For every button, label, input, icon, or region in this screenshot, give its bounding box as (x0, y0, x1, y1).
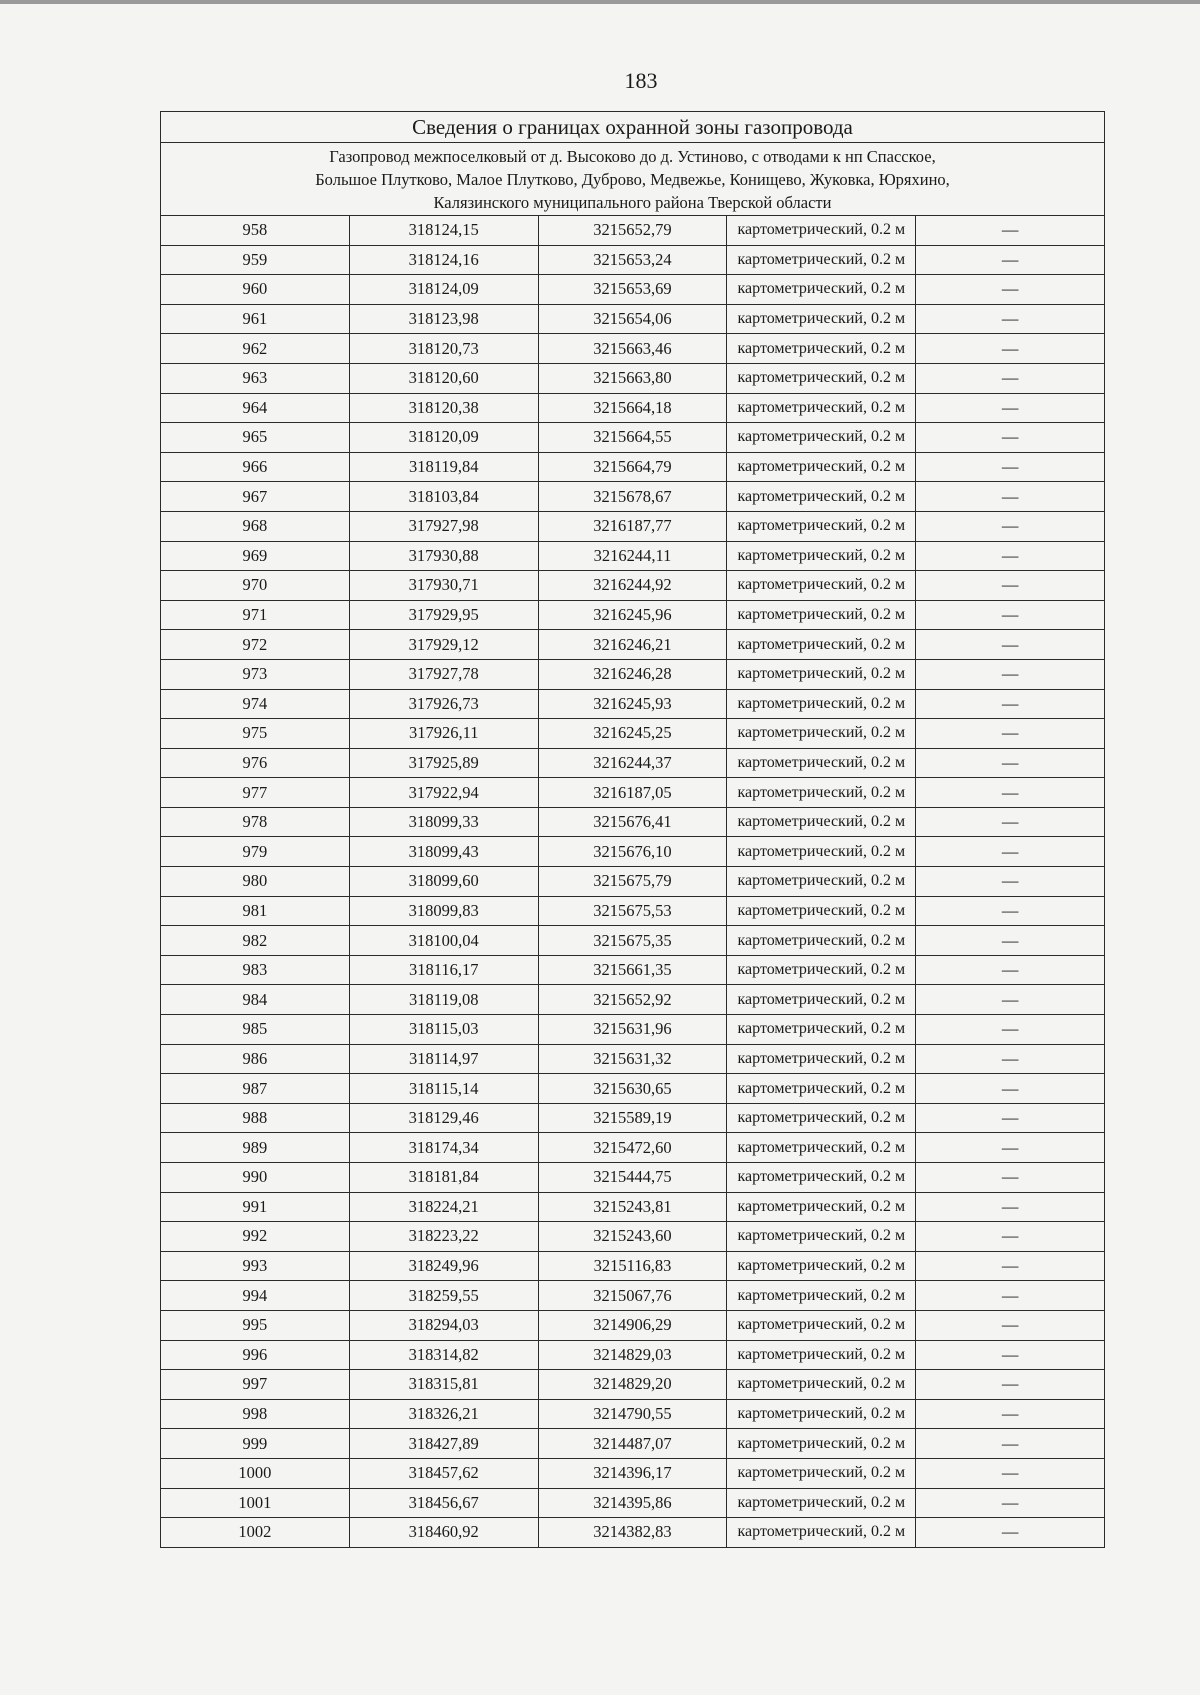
table-row (161, 600, 1105, 630)
note-cell: — (916, 482, 1105, 512)
note-cell: — (916, 955, 1105, 985)
note-cell: — (916, 393, 1105, 423)
point-number-cell: 986 (161, 1044, 350, 1074)
y-coordinate-cell: 3214906,29 (538, 1310, 727, 1340)
y-coordinate-cell: 3215652,79 (538, 216, 727, 246)
table-row (161, 778, 1105, 808)
y-coordinate-cell: 3216245,93 (538, 689, 727, 719)
note-cell: — (916, 1488, 1105, 1518)
x-coordinate-cell: 318294,03 (349, 1310, 538, 1340)
table-row (161, 1074, 1105, 1104)
table-row (161, 896, 1105, 926)
y-coordinate-cell: 3215630,65 (538, 1074, 727, 1104)
table-row (161, 511, 1105, 541)
point-number-cell: 976 (161, 748, 350, 778)
note-cell: — (916, 334, 1105, 364)
note-cell: — (916, 1251, 1105, 1281)
note-cell: — (916, 630, 1105, 660)
point-number-cell: 996 (161, 1340, 350, 1370)
note-cell: — (916, 748, 1105, 778)
y-coordinate-cell: 3215653,69 (538, 275, 727, 305)
y-coordinate-cell: 3216245,96 (538, 600, 727, 630)
note-cell: — (916, 541, 1105, 571)
x-coordinate-cell: 317922,94 (349, 778, 538, 808)
table-row (161, 1429, 1105, 1459)
table-title: Сведения о границах охранной зоны газопровода (161, 112, 1105, 143)
table-row (161, 1222, 1105, 1252)
table-row (161, 1488, 1105, 1518)
method-cell: картометрический, 0.2 м (727, 423, 916, 453)
x-coordinate-cell: 318326,21 (349, 1399, 538, 1429)
point-number-cell: 971 (161, 600, 350, 630)
table-row (161, 807, 1105, 837)
x-coordinate-cell: 317929,12 (349, 630, 538, 660)
table-row (161, 985, 1105, 1015)
note-cell: — (916, 1370, 1105, 1400)
y-coordinate-cell: 3216244,11 (538, 541, 727, 571)
x-coordinate-cell: 317927,78 (349, 659, 538, 689)
y-coordinate-cell: 3214395,86 (538, 1488, 727, 1518)
y-coordinate-cell: 3215661,35 (538, 955, 727, 985)
y-coordinate-cell: 3215664,55 (538, 423, 727, 453)
table-row (161, 1044, 1105, 1074)
note-cell: — (916, 778, 1105, 808)
method-cell: картометрический, 0.2 м (727, 955, 916, 985)
table-row (161, 571, 1105, 601)
point-number-cell: 991 (161, 1192, 350, 1222)
method-cell: картометрический, 0.2 м (727, 985, 916, 1015)
note-cell: — (916, 275, 1105, 305)
note-cell: — (916, 1133, 1105, 1163)
point-number-cell: 994 (161, 1281, 350, 1311)
y-coordinate-cell: 3216187,77 (538, 511, 727, 541)
subtitle-line: Большое Плутково, Малое Плутково, Дуброво, Медвежье, Конищево, Жуковка, Юряхино, (315, 169, 950, 189)
y-coordinate-cell: 3214396,17 (538, 1458, 727, 1488)
note-cell: — (916, 1458, 1105, 1488)
method-cell: картометрический, 0.2 м (727, 1044, 916, 1074)
method-cell: картометрический, 0.2 м (727, 1399, 916, 1429)
note-cell: — (916, 837, 1105, 867)
x-coordinate-cell: 318120,09 (349, 423, 538, 453)
note-cell: — (916, 1044, 1105, 1074)
y-coordinate-cell: 3216187,05 (538, 778, 727, 808)
y-coordinate-cell: 3215663,46 (538, 334, 727, 364)
table-row (161, 1340, 1105, 1370)
x-coordinate-cell: 318224,21 (349, 1192, 538, 1222)
method-cell: картометрический, 0.2 м (727, 1429, 916, 1459)
table-row (161, 423, 1105, 453)
method-cell: картометрический, 0.2 м (727, 1074, 916, 1104)
table-subtitle-row (161, 143, 1105, 216)
table-row (161, 363, 1105, 393)
table-row (161, 955, 1105, 985)
point-number-cell: 985 (161, 1015, 350, 1045)
point-number-cell: 993 (161, 1251, 350, 1281)
point-number-cell: 973 (161, 659, 350, 689)
note-cell: — (916, 1399, 1105, 1429)
point-number-cell: 997 (161, 1370, 350, 1400)
y-coordinate-cell: 3216246,28 (538, 659, 727, 689)
method-cell: картометрический, 0.2 м (727, 1518, 916, 1548)
table-row (161, 926, 1105, 956)
table-subtitle (161, 143, 1105, 216)
y-coordinate-cell: 3214829,20 (538, 1370, 727, 1400)
table-row (161, 1192, 1105, 1222)
method-cell: картометрический, 0.2 м (727, 926, 916, 956)
point-number-cell: 982 (161, 926, 350, 956)
point-number-cell: 984 (161, 985, 350, 1015)
table-row (161, 1310, 1105, 1340)
y-coordinate-cell: 3215589,19 (538, 1103, 727, 1133)
table-row (161, 689, 1105, 719)
method-cell: картометрический, 0.2 м (727, 1103, 916, 1133)
table-row (161, 630, 1105, 660)
note-cell: — (916, 719, 1105, 749)
x-coordinate-cell: 318115,14 (349, 1074, 538, 1104)
table-row (161, 748, 1105, 778)
table-row (161, 1251, 1105, 1281)
table-row (161, 304, 1105, 334)
x-coordinate-cell: 318314,82 (349, 1340, 538, 1370)
note-cell: — (916, 659, 1105, 689)
y-coordinate-cell: 3214790,55 (538, 1399, 727, 1429)
x-coordinate-cell: 317930,71 (349, 571, 538, 601)
x-coordinate-cell: 318099,33 (349, 807, 538, 837)
table-row (161, 1015, 1105, 1045)
point-number-cell: 988 (161, 1103, 350, 1133)
method-cell: картометрический, 0.2 м (727, 541, 916, 571)
x-coordinate-cell: 318116,17 (349, 955, 538, 985)
boundary-coordinates-table (160, 111, 1105, 1548)
x-coordinate-cell: 318249,96 (349, 1251, 538, 1281)
point-number-cell: 1000 (161, 1458, 350, 1488)
x-coordinate-cell: 318119,08 (349, 985, 538, 1015)
y-coordinate-cell: 3215675,53 (538, 896, 727, 926)
table-row (161, 245, 1105, 275)
method-cell: картометрический, 0.2 м (727, 511, 916, 541)
x-coordinate-cell: 318181,84 (349, 1163, 538, 1193)
x-coordinate-cell: 317926,73 (349, 689, 538, 719)
point-number-cell: 999 (161, 1429, 350, 1459)
x-coordinate-cell: 318259,55 (349, 1281, 538, 1311)
point-number-cell: 974 (161, 689, 350, 719)
note-cell: — (916, 1074, 1105, 1104)
table-row (161, 837, 1105, 867)
page-number: 183 (624, 68, 658, 93)
method-cell: картометрический, 0.2 м (727, 778, 916, 808)
x-coordinate-cell: 318099,83 (349, 896, 538, 926)
x-coordinate-cell: 318124,15 (349, 216, 538, 246)
y-coordinate-cell: 3215472,60 (538, 1133, 727, 1163)
note-cell: — (916, 985, 1105, 1015)
table-row (161, 1133, 1105, 1163)
y-coordinate-cell: 3215652,92 (538, 985, 727, 1015)
note-cell: — (916, 1340, 1105, 1370)
point-number-cell: 962 (161, 334, 350, 364)
y-coordinate-cell: 3216244,92 (538, 571, 727, 601)
note-cell: — (916, 304, 1105, 334)
x-coordinate-cell: 318120,38 (349, 393, 538, 423)
x-coordinate-cell: 317925,89 (349, 748, 538, 778)
method-cell: картометрический, 0.2 м (727, 482, 916, 512)
x-coordinate-cell: 317929,95 (349, 600, 538, 630)
y-coordinate-cell: 3215243,60 (538, 1222, 727, 1252)
y-coordinate-cell: 3215675,79 (538, 867, 727, 897)
x-coordinate-cell: 318099,60 (349, 867, 538, 897)
method-cell: картометрический, 0.2 м (727, 275, 916, 305)
note-cell: — (916, 1103, 1105, 1133)
scan-top-edge (0, 0, 1200, 4)
y-coordinate-cell: 3214829,03 (538, 1340, 727, 1370)
method-cell: картометрический, 0.2 м (727, 1370, 916, 1400)
method-cell: картометрический, 0.2 м (727, 1163, 916, 1193)
y-coordinate-cell: 3215631,96 (538, 1015, 727, 1045)
note-cell: — (916, 423, 1105, 453)
point-number-cell: 998 (161, 1399, 350, 1429)
y-coordinate-cell: 3215664,79 (538, 452, 727, 482)
y-coordinate-cell: 3216246,21 (538, 630, 727, 660)
y-coordinate-cell: 3214487,07 (538, 1429, 727, 1459)
note-cell: — (916, 1518, 1105, 1548)
method-cell: картометрический, 0.2 м (727, 748, 916, 778)
y-coordinate-cell: 3215676,41 (538, 807, 727, 837)
x-coordinate-cell: 318124,16 (349, 245, 538, 275)
table-row (161, 482, 1105, 512)
table-row (161, 1281, 1105, 1311)
point-number-cell: 990 (161, 1163, 350, 1193)
note-cell: — (916, 807, 1105, 837)
x-coordinate-cell: 317926,11 (349, 719, 538, 749)
y-coordinate-cell: 3215067,76 (538, 1281, 727, 1311)
table-row (161, 541, 1105, 571)
note-cell: — (916, 689, 1105, 719)
table-row (161, 275, 1105, 305)
x-coordinate-cell: 318103,84 (349, 482, 538, 512)
method-cell: картометрический, 0.2 м (727, 1310, 916, 1340)
note-cell: — (916, 452, 1105, 482)
y-coordinate-cell: 3214382,83 (538, 1518, 727, 1548)
method-cell: картометрический, 0.2 м (727, 245, 916, 275)
method-cell: картометрический, 0.2 м (727, 719, 916, 749)
point-number-cell: 958 (161, 216, 350, 246)
table-row (161, 659, 1105, 689)
table-row (161, 867, 1105, 897)
note-cell: — (916, 1222, 1105, 1252)
point-number-cell: 987 (161, 1074, 350, 1104)
method-cell: картометрический, 0.2 м (727, 807, 916, 837)
note-cell: — (916, 1192, 1105, 1222)
table-row (161, 216, 1105, 246)
method-cell: картометрический, 0.2 м (727, 1488, 916, 1518)
table-body (161, 112, 1105, 1548)
note-cell: — (916, 216, 1105, 246)
y-coordinate-cell: 3215678,67 (538, 482, 727, 512)
point-number-cell: 960 (161, 275, 350, 305)
y-coordinate-cell: 3215675,35 (538, 926, 727, 956)
point-number-cell: 964 (161, 393, 350, 423)
point-number-cell: 966 (161, 452, 350, 482)
method-cell: картометрический, 0.2 м (727, 867, 916, 897)
method-cell: картометрический, 0.2 м (727, 896, 916, 926)
boundary-table-container (160, 111, 1105, 1548)
note-cell: — (916, 600, 1105, 630)
x-coordinate-cell: 318120,60 (349, 363, 538, 393)
point-number-cell: 978 (161, 807, 350, 837)
method-cell: картометрический, 0.2 м (727, 1222, 916, 1252)
x-coordinate-cell: 318223,22 (349, 1222, 538, 1252)
table-row (161, 719, 1105, 749)
point-number-cell: 965 (161, 423, 350, 453)
y-coordinate-cell: 3216244,37 (538, 748, 727, 778)
point-number-cell: 979 (161, 837, 350, 867)
note-cell: — (916, 926, 1105, 956)
y-coordinate-cell: 3215653,24 (538, 245, 727, 275)
x-coordinate-cell: 318099,43 (349, 837, 538, 867)
x-coordinate-cell: 318124,09 (349, 275, 538, 305)
table-row (161, 1103, 1105, 1133)
method-cell: картометрический, 0.2 м (727, 837, 916, 867)
subtitle-line: Газопровод межпоселковый от д. Высоково до д. Устиново, с отводами к нп Спасское, (329, 146, 936, 166)
note-cell: — (916, 363, 1105, 393)
table-row (161, 1518, 1105, 1548)
note-cell: — (916, 1310, 1105, 1340)
table-row (161, 1399, 1105, 1429)
method-cell: картометрический, 0.2 м (727, 1192, 916, 1222)
point-number-cell: 963 (161, 363, 350, 393)
point-number-cell: 972 (161, 630, 350, 660)
table-row (161, 393, 1105, 423)
method-cell: картометрический, 0.2 м (727, 630, 916, 660)
table-row (161, 452, 1105, 482)
method-cell: картометрический, 0.2 м (727, 600, 916, 630)
point-number-cell: 970 (161, 571, 350, 601)
table-row (161, 1163, 1105, 1193)
y-coordinate-cell: 3215664,18 (538, 393, 727, 423)
x-coordinate-cell: 318123,98 (349, 304, 538, 334)
point-number-cell: 975 (161, 719, 350, 749)
table-title-row (161, 112, 1105, 143)
x-coordinate-cell: 317930,88 (349, 541, 538, 571)
x-coordinate-cell: 318115,03 (349, 1015, 538, 1045)
method-cell: картометрический, 0.2 м (727, 363, 916, 393)
method-cell: картометрический, 0.2 м (727, 1015, 916, 1045)
x-coordinate-cell: 318129,46 (349, 1103, 538, 1133)
point-number-cell: 992 (161, 1222, 350, 1252)
method-cell: картометрический, 0.2 м (727, 1133, 916, 1163)
method-cell: картометрический, 0.2 м (727, 1458, 916, 1488)
y-coordinate-cell: 3215116,83 (538, 1251, 727, 1281)
y-coordinate-cell: 3215654,06 (538, 304, 727, 334)
x-coordinate-cell: 318427,89 (349, 1429, 538, 1459)
table-row (161, 334, 1105, 364)
table-row (161, 1458, 1105, 1488)
method-cell: картометрический, 0.2 м (727, 1251, 916, 1281)
point-number-cell: 995 (161, 1310, 350, 1340)
x-coordinate-cell: 318120,73 (349, 334, 538, 364)
x-coordinate-cell: 317927,98 (349, 511, 538, 541)
note-cell: — (916, 1015, 1105, 1045)
point-number-cell: 968 (161, 511, 350, 541)
method-cell: картометрический, 0.2 м (727, 334, 916, 364)
table-row (161, 1370, 1105, 1400)
note-cell: — (916, 1429, 1105, 1459)
y-coordinate-cell: 3215663,80 (538, 363, 727, 393)
x-coordinate-cell: 318174,34 (349, 1133, 538, 1163)
point-number-cell: 967 (161, 482, 350, 512)
method-cell: картометрический, 0.2 м (727, 659, 916, 689)
subtitle-line: Калязинского муниципального района Тверской области (433, 192, 832, 212)
point-number-cell: 977 (161, 778, 350, 808)
point-number-cell: 1001 (161, 1488, 350, 1518)
x-coordinate-cell: 318456,67 (349, 1488, 538, 1518)
x-coordinate-cell: 318114,97 (349, 1044, 538, 1074)
x-coordinate-cell: 318457,62 (349, 1458, 538, 1488)
x-coordinate-cell: 318100,04 (349, 926, 538, 956)
note-cell: — (916, 896, 1105, 926)
note-cell: — (916, 245, 1105, 275)
method-cell: картометрический, 0.2 м (727, 452, 916, 482)
y-coordinate-cell: 3215444,75 (538, 1163, 727, 1193)
method-cell: картометрический, 0.2 м (727, 571, 916, 601)
point-number-cell: 981 (161, 896, 350, 926)
x-coordinate-cell: 318460,92 (349, 1518, 538, 1548)
point-number-cell: 969 (161, 541, 350, 571)
x-coordinate-cell: 318119,84 (349, 452, 538, 482)
note-cell: — (916, 867, 1105, 897)
method-cell: картометрический, 0.2 м (727, 1340, 916, 1370)
note-cell: — (916, 1281, 1105, 1311)
point-number-cell: 959 (161, 245, 350, 275)
point-number-cell: 1002 (161, 1518, 350, 1548)
y-coordinate-cell: 3216245,25 (538, 719, 727, 749)
note-cell: — (916, 571, 1105, 601)
note-cell: — (916, 511, 1105, 541)
y-coordinate-cell: 3215243,81 (538, 1192, 727, 1222)
method-cell: картометрический, 0.2 м (727, 393, 916, 423)
point-number-cell: 983 (161, 955, 350, 985)
method-cell: картометрический, 0.2 м (727, 304, 916, 334)
x-coordinate-cell: 318315,81 (349, 1370, 538, 1400)
method-cell: картометрический, 0.2 м (727, 216, 916, 246)
y-coordinate-cell: 3215676,10 (538, 837, 727, 867)
point-number-cell: 989 (161, 1133, 350, 1163)
method-cell: картометрический, 0.2 м (727, 689, 916, 719)
point-number-cell: 980 (161, 867, 350, 897)
method-cell: картометрический, 0.2 м (727, 1281, 916, 1311)
point-number-cell: 961 (161, 304, 350, 334)
note-cell: — (916, 1163, 1105, 1193)
y-coordinate-cell: 3215631,32 (538, 1044, 727, 1074)
